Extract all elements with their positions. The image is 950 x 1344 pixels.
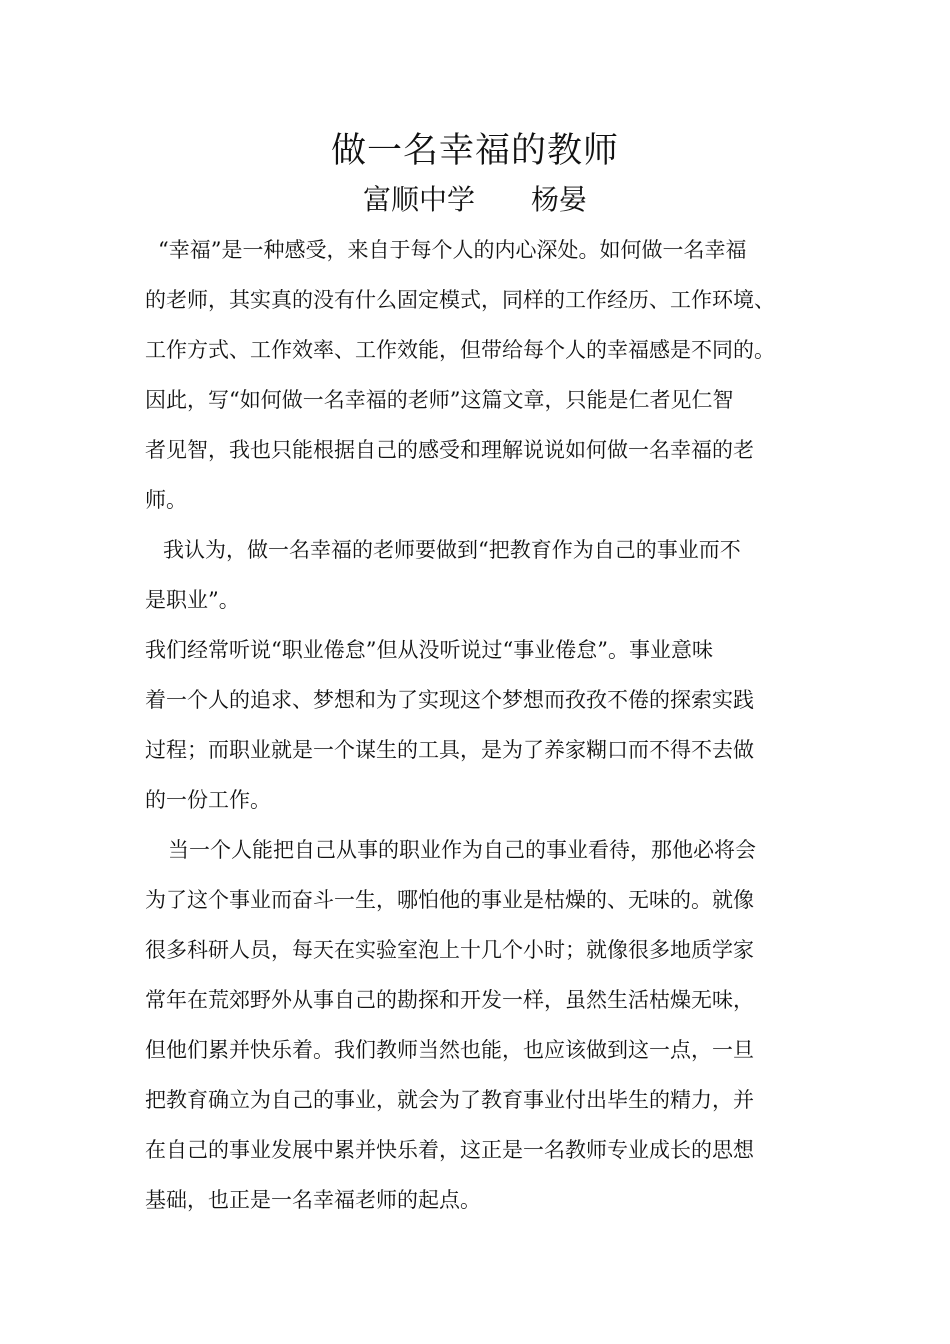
text-line: 把教育确立为自己的事业，就会为了教育事业付出毕生的精力，并 — [145, 1088, 754, 1112]
text-line: 是职业”。 — [145, 588, 240, 612]
text-line: 的老师，其实真的没有什么固定模式，同样的工作经历、工作环境、 — [145, 288, 775, 312]
document-title: 做一名幸福的教师 — [330, 131, 619, 171]
text-line: 常年在荒郊野外从事自己的勘探和开发一样，虽然生活枯燥无味， — [145, 988, 754, 1012]
text-line: 当一个人能把自己从事的职业作为自己的事业看待，那他必将会 — [168, 838, 756, 862]
text-line: 在自己的事业发展中累并快乐着，这正是一名教师专业成长的思想 — [145, 1138, 754, 1162]
author-school: 富顺中学 — [362, 183, 475, 216]
text-line: 师。 — [145, 488, 187, 512]
text-line: 基础，也正是一名幸福老师的起点。 — [145, 1188, 481, 1212]
text-line: 过程；而职业就是一个谋生的工具，是为了养家糊口而不得不去做 — [145, 738, 754, 762]
author-name: 杨晏 — [531, 183, 588, 216]
text-line: 但他们累并快乐着。我们教师当然也能，也应该做到这一点，一旦 — [145, 1038, 754, 1062]
text-line: 因此，写“如何做一名幸福的老师”这篇文章，只能是仁者见仁智 — [145, 388, 734, 412]
author-byline — [0, 180, 950, 220]
text-line: 很多科研人员，每天在实验室泡上十几个小时；就像很多地质学家 — [145, 938, 754, 962]
text-line: 的一份工作。 — [145, 788, 271, 812]
text-line: 工作方式、工作效率、工作效能，但带给每个人的幸福感是不同的。 — [145, 338, 775, 362]
text-line: 着一个人的追求、梦想和为了实现这个梦想而孜孜不倦的探索实践 — [145, 688, 754, 712]
text-line: 为了这个事业而奋斗一生，哪怕他的事业是枯燥的、无味的。就像 — [145, 888, 754, 912]
text-line: 我们经常听说“职业倦怠”但从没听说过“事业倦怠”。事业意味 — [145, 638, 713, 662]
text-line: “幸福”是一种感受，来自于每个人的内心深处。如何做一名幸福 — [158, 238, 747, 262]
text-line: 者见智，我也只能根据自己的感受和理解说说如何做一名幸福的老 — [145, 438, 754, 462]
text-line: 我认为，做一名幸福的老师要做到“把教育作为自己的事业而不 — [163, 538, 741, 562]
